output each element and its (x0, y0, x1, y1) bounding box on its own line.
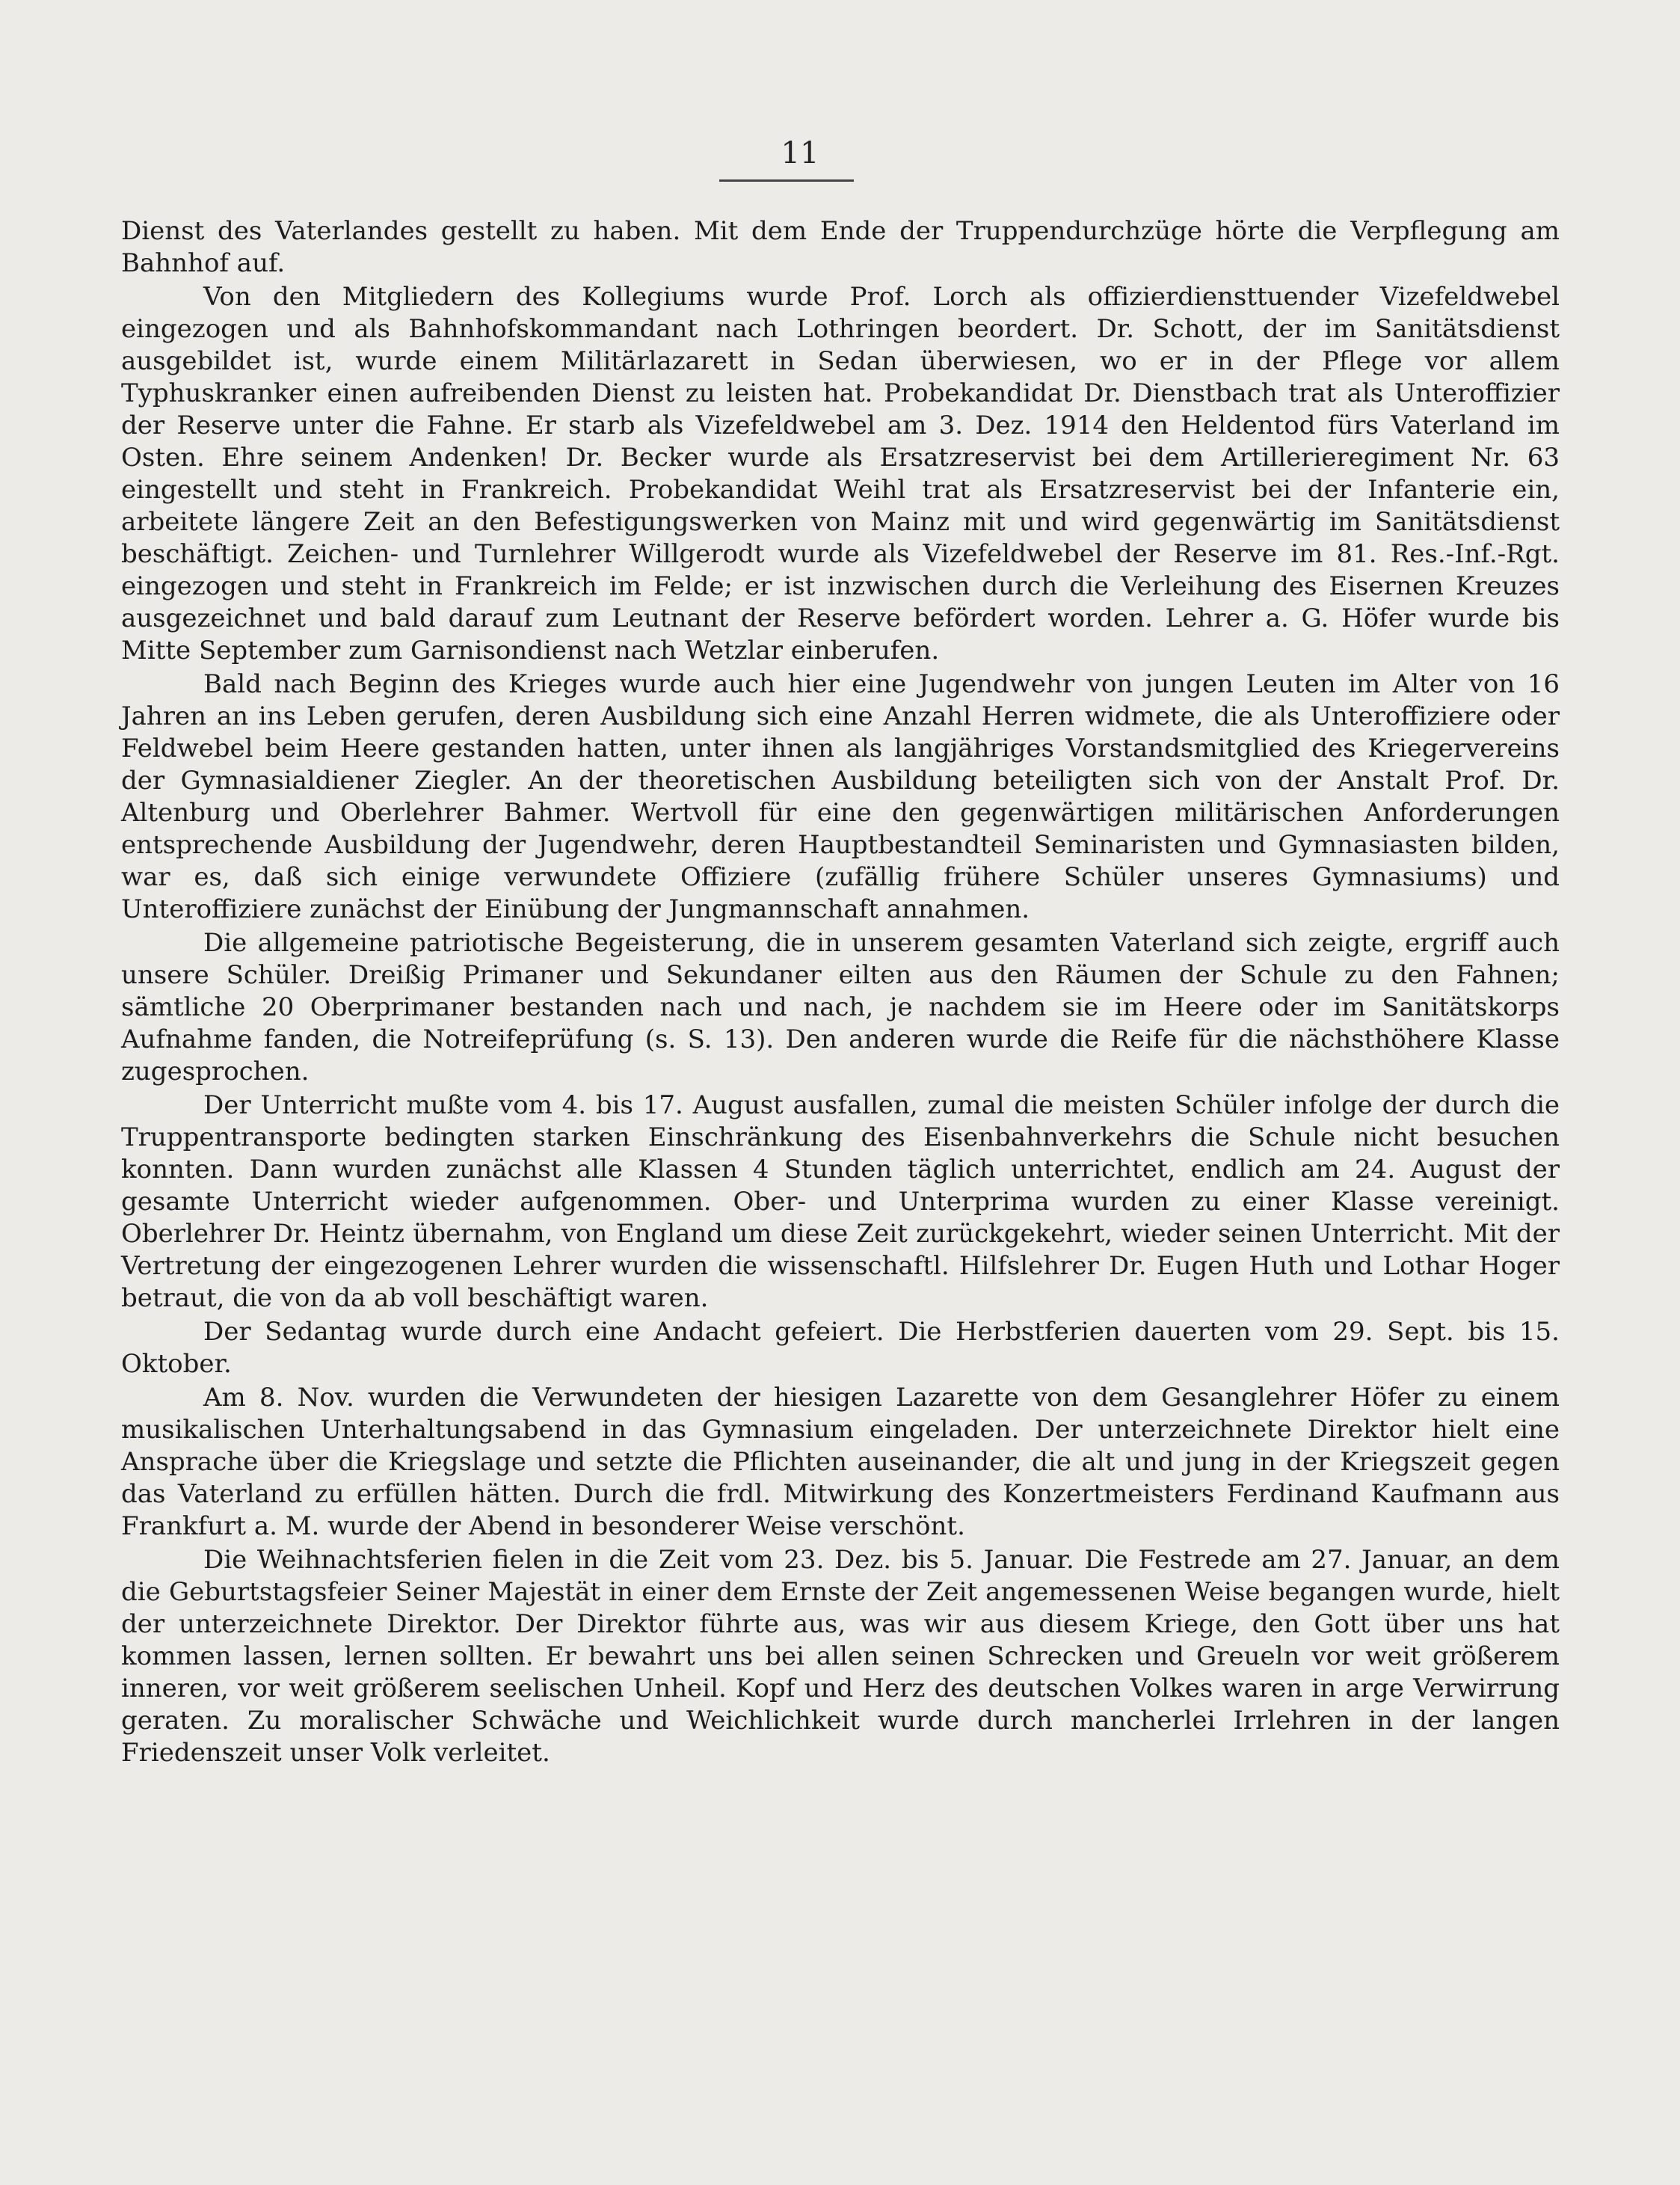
paragraph-continuation: Dienst des Vaterlandes gestellt zu haben. Mit dem Ende der Truppendurchzüge hörte die Verpflegung am Bahnhof auf. (121, 216, 1560, 278)
body-text (121, 215, 1560, 1771)
paragraph-patriotism: Die allgemeine patriotische Begeisterung, die in unserem gesamten Vaterland sich zeigte, ergriff auch unsere Schüler. Dreißig Primaner und Sekundaner eilten aus den Räumen der Schule zu den Fahnen; sämtliche 20 Oberprimaner bestanden nach und nach, je nachdem sie im Heere oder im Sanitätskorps Aufnahme fanden, die Notreifeprüfung (s. S. 13). Den anderen wurde die Reife für die nächsthöhere Klasse zugesprochen. (121, 928, 1560, 1087)
paragraph-jugendwehr: Bald nach Beginn des Krieges wurde auch hier eine Jugendwehr von jungen Leuten im Alter von 16 Jahren an ins Leben gerufen, deren Ausbildung sich eine Anzahl Herren widmete, die als Unteroffiziere oder Feldwebel beim Heere gestanden hatten, unter ihnen als langjähriges Vorstandsmitglied des Kriegervereins der Gymnasialdiener Ziegler. An der theoretischen Ausbildung beteiligten sich von der Anstalt Prof. Dr. Altenburg und Oberlehrer Bahmer. Wertvoll für eine den gegenwärtigen militärischen Anforderungen entsprechende Ausbildung der Jugendwehr, deren Hauptbestandteil Seminaristen und Gymnasiasten bilden, war es, daß sich einige verwundete Offiziere (zufällig frühere Schüler unseres Gymnasiums) und Unteroffiziere zunächst der Einübung der Jungmannschaft annahmen. (121, 669, 1560, 924)
page-number: 11 (781, 136, 819, 170)
paragraph-christmas: Die Weihnachtsferien fielen in die Zeit vom 23. Dez. bis 5. Januar. Die Festrede am 27. Januar, an dem die Geburtstagsfeier Seiner Majestät in einer dem Ernste der Zeit angemessenen Weise begangen wurde, hielt der unterzeichnete Direktor. Der Direktor führte aus, was wir aus diesem Kriege, den Gott über uns hat kommen lassen, lernen sollten. Er bewahrt uns bei allen seinen Schrecken und Greueln vor weit größerem inneren, vor weit größerem seelischen Unheil. Kopf und Herz des deutschen Volkes waren in arge Verwirrung geraten. Zu moralischer Schwäche und Weichlichkeit wurde durch mancherlei Irrlehren in der langen Friedenszeit unser Volk verleitet. (121, 1545, 1560, 1768)
paragraph-sedantag: Der Sedantag wurde durch eine Andacht gefeiert. Die Herbstferien dauerten vom 29. Sept. bis 15. Oktober. (121, 1317, 1560, 1379)
paragraph-faculty: Von den Mitgliedern des Kollegiums wurde Prof. Lorch als offizierdiensttuender Vizefeldwebel eingezogen und als Bahnhofskommandant nach Lothringen beordert. Dr. Schott, der im Sanitätsdienst ausgebildet ist, wurde einem Militärlazarett in Sedan überwiesen, wo er in der Pflege vor allem Typhuskranker einen aufreibenden Dienst zu leisten hat. Probekandidat Dr. Dienstbach trat als Unteroffizier der Reserve unter die Fahne. Er starb als Vizefeldwebel am 3. Dez. 1914 den Heldentod fürs Vaterland im Osten. Ehre seinem Andenken! Dr. Becker wurde als Ersatzreservist bei dem Artillerieregiment Nr. 63 eingestellt und steht in Frankreich. Probekandidat Weihl trat als Ersatzreservist bei der Infanterie ein, arbeitete längere Zeit an den Befestigungswerken von Mainz mit und wird gegenwärtig im Sanitätsdienst beschäftigt. Zeichen- und Turnlehrer Willgerodt wurde als Vizefeldwebel der Reserve im 81. Res.-Inf.-Rgt. eingezogen und steht in Frankreich im Felde; er ist inzwischen durch die Verleihung des Eisernen Kreuzes ausgezeichnet und bald darauf zum Leutnant der Reserve befördert worden. Lehrer a. G. Höfer wurde bis Mitte September zum Garnisondienst nach Wetzlar einberufen. (121, 282, 1560, 666)
header-rule (719, 179, 854, 182)
paragraph-instruction: Der Unterricht mußte vom 4. bis 17. August ausfallen, zumal die meisten Schüler infolge der durch die Truppentransporte bedingten starken Einschränkung des Eisenbahnverkehrs die Schule nicht besuchen konnten. Dann wurden zunächst alle Klassen 4 Stunden täglich unterrichtet, endlich am 24. August der gesamte Unterricht wieder aufgenommen. Ober- und Unterprima wurden zu einer Klasse vereinigt. Oberlehrer Dr. Heintz übernahm, von England um diese Zeit zurückgekehrt, wieder seinen Unterricht. Mit der Vertretung der eingezogenen Lehrer wurden die wissenschaftl. Hilfslehrer Dr. Eugen Huth und Lothar Hoger betraut, die von da ab voll beschäftigt waren. (121, 1090, 1560, 1313)
paragraph-november: Am 8. Nov. wurden die Verwundeten der hiesigen Lazarette von dem Gesanglehrer Höfer zu einem musikalischen Unterhaltungsabend in das Gymnasium eingeladen. Der unterzeichnete Direktor hielt eine Ansprache über die Kriegslage und setzte die Pflichten auseinander, die alt und jung in der Kriegszeit gegen das Vaterland zu erfüllen hätten. Durch die frdl. Mitwirkung des Konzertmeisters Ferdinand Kaufmann aus Frankfurt a. M. wurde der Abend in besonderer Weise verschönt. (121, 1383, 1560, 1541)
